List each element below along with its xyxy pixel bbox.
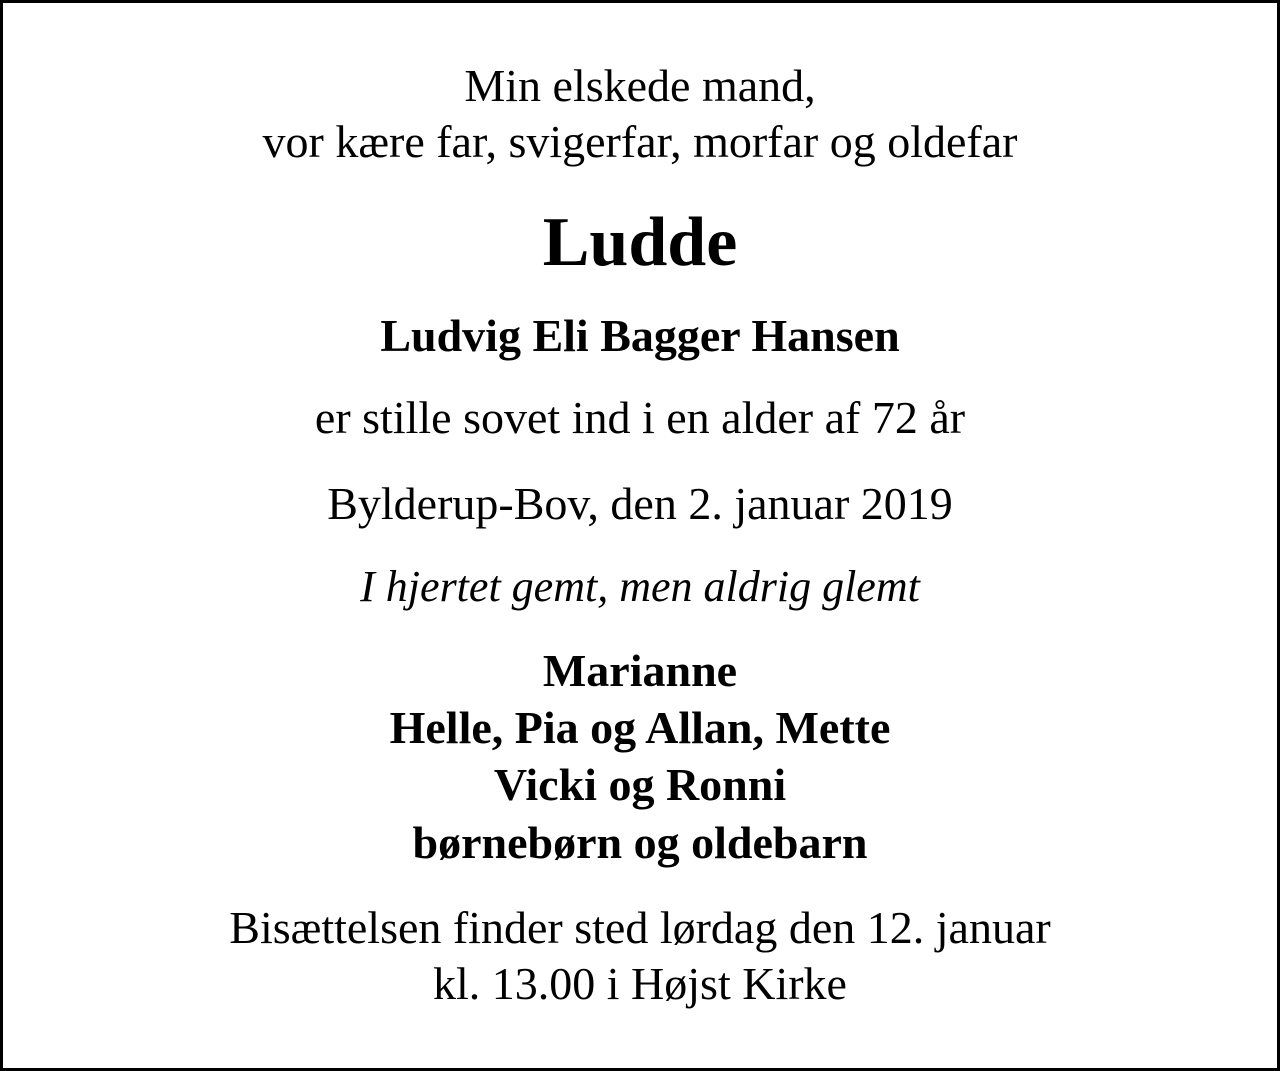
family-line-2: Helle, Pia og Allan, Mette bbox=[389, 702, 891, 753]
intro-line-2: vor kære far, svigerfar, morfar og oldefar bbox=[262, 116, 1018, 167]
intro-line-1: Min elskede mand, bbox=[464, 60, 816, 111]
family-line-3: Vicki og Ronni bbox=[493, 759, 787, 810]
memorial-quote: I hjertet gemt, men aldrig glemt bbox=[360, 562, 920, 611]
funeral-line-1: Bisættelsen finder sted lørdag den 12. januar bbox=[229, 902, 1051, 953]
deceased-full-name: Ludvig Eli Bagger Hansen bbox=[380, 310, 900, 361]
family-line-1: Marianne bbox=[542, 645, 738, 696]
place-and-date: Bylderup-Bov, den 2. januar 2019 bbox=[327, 478, 953, 529]
family-line-4: børnebørn og oldebarn bbox=[412, 817, 868, 868]
deceased-nickname: Ludde bbox=[542, 204, 738, 281]
funeral-line-2: kl. 13.00 i Højst Kirke bbox=[433, 958, 847, 1009]
announcement-text: er stille sovet ind i en alder af 72 år bbox=[314, 392, 966, 443]
